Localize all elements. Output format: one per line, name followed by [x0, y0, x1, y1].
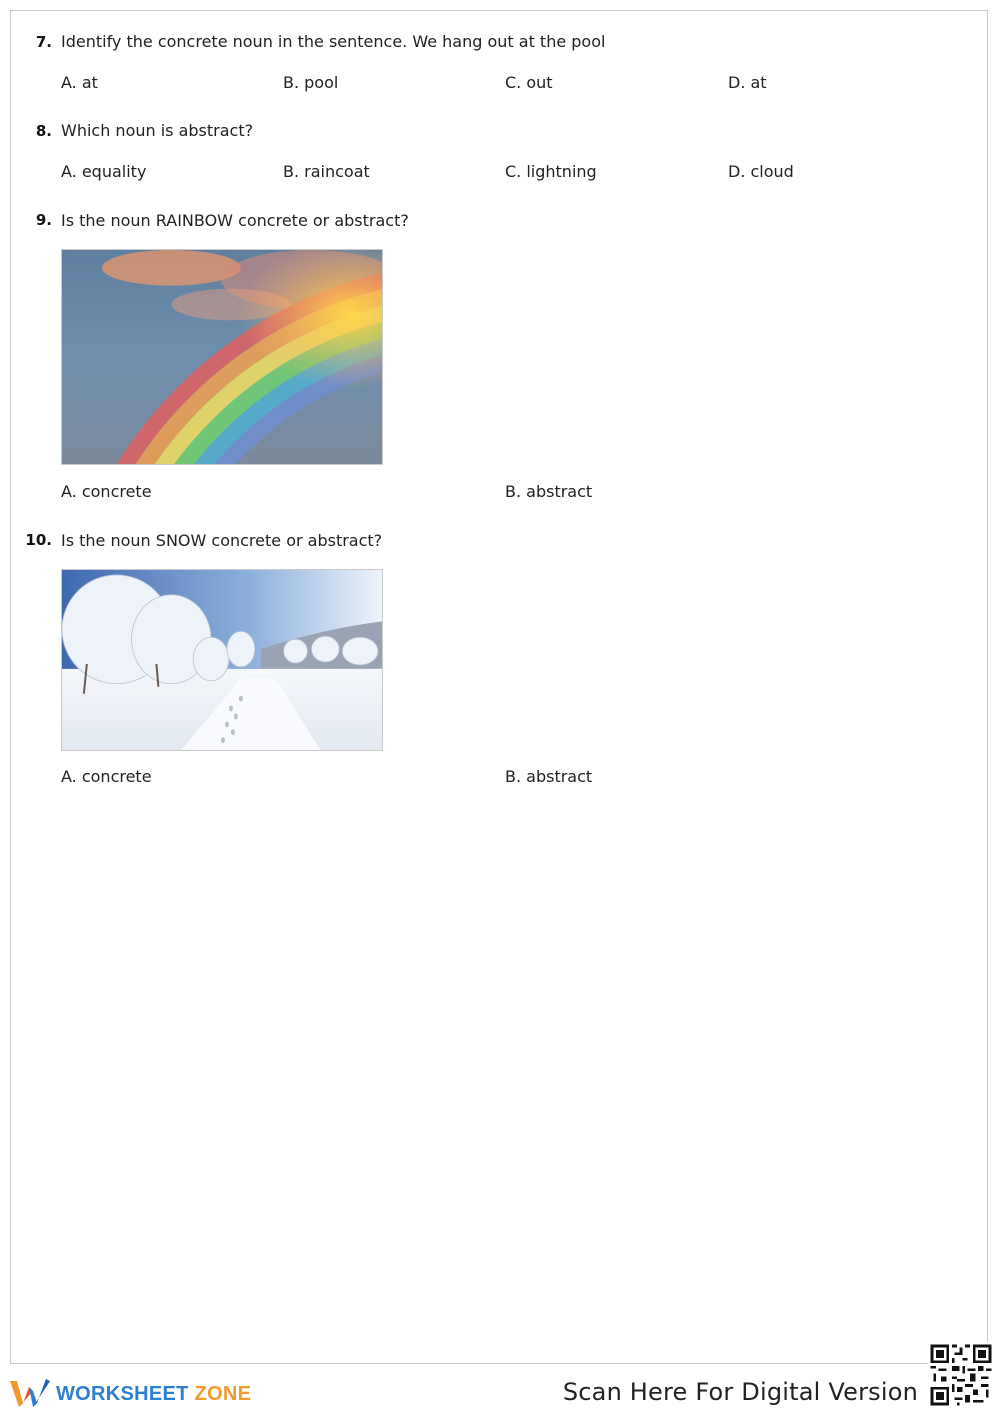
answer-option[interactable]: D. cloud — [728, 162, 794, 181]
qr-code-icon[interactable] — [928, 1342, 994, 1408]
question-text: Which noun is abstract? — [61, 121, 254, 140]
rainbow-photo — [61, 249, 383, 465]
question-text: Identify the concrete noun in the sentence. We hang out at the pool — [61, 32, 606, 51]
answer-option[interactable]: A. equality — [61, 162, 147, 181]
scan-label: Scan Here For Digital Version — [562, 1378, 918, 1406]
worksheetzone-logo[interactable] — [8, 1374, 251, 1414]
answer-option[interactable]: C. lightning — [505, 162, 597, 181]
question-number: 7. — [35, 33, 52, 51]
answer-option[interactable]: B. raincoat — [283, 162, 370, 181]
brand-name: WORKSHEET ZONE — [56, 1382, 252, 1405]
answer-option[interactable]: B. abstract — [505, 767, 593, 786]
answer-option[interactable]: D. at — [728, 73, 767, 92]
answer-option[interactable]: B. pool — [283, 73, 339, 92]
question-number: 9. — [35, 211, 52, 229]
answer-option[interactable]: C. out — [505, 73, 553, 92]
answer-option[interactable]: A. at — [61, 73, 98, 92]
answer-option[interactable]: A. concrete — [61, 767, 152, 786]
question-number: 8. — [35, 122, 52, 140]
question-number: 10. — [25, 531, 52, 549]
answer-option[interactable]: A. concrete — [61, 482, 152, 501]
worksheetzone-w-icon — [8, 1377, 50, 1411]
snowy-landscape-photo — [61, 569, 383, 751]
answer-option[interactable]: B. abstract — [505, 482, 593, 501]
question-text: Is the noun SNOW concrete or abstract? — [61, 531, 383, 550]
question-text: Is the noun RAINBOW concrete or abstract? — [61, 211, 409, 230]
